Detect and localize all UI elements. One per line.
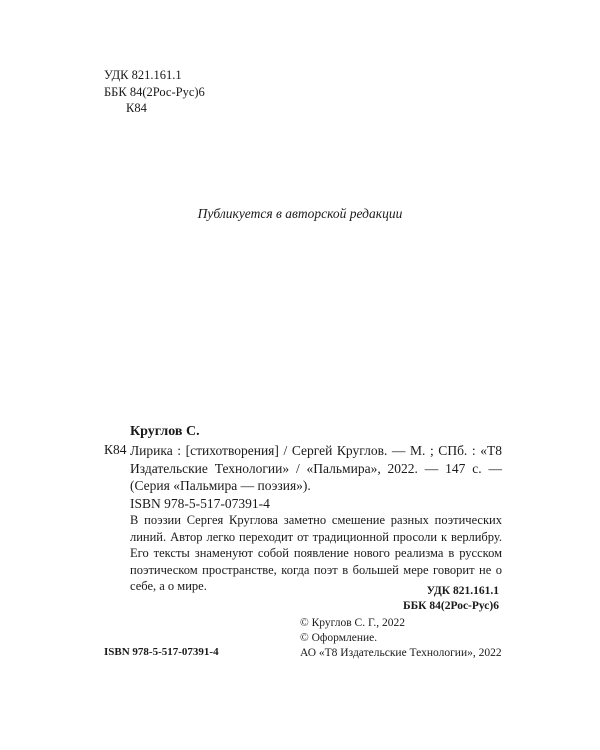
copyright-publisher: АО «Т8 Издательские Технологии», 2022: [300, 647, 502, 659]
bbk-code: ББК 84(2Рос-Рус)6: [104, 84, 205, 99]
author-sign: К84: [126, 101, 147, 115]
copyright-design: © Оформление.: [300, 632, 378, 644]
copyright-author: © Круглов С. Г., 2022: [300, 617, 405, 629]
editorial-notice: Публикуется в авторской редакции: [197, 206, 403, 221]
catalog-author: Круглов С.: [130, 424, 200, 439]
footer-isbn: ISBN 978-5-517-07391-4: [104, 646, 219, 658]
catalog-isbn: ISBN 978-5-517-07391-4: [130, 496, 270, 511]
udk-code: УДК 821.161.1: [104, 68, 182, 82]
catalog-bbk: ББК 84(2Рос-Рус)6: [402, 600, 499, 612]
catalog-udk: УДК 821.161.1: [426, 585, 499, 597]
classification-block: [104, 67, 205, 117]
copyright-block: [300, 616, 502, 661]
catalog-author-sign: К84: [104, 442, 127, 457]
catalog-classification: [130, 584, 499, 614]
annotation: В поэзии Сергея Круглова заметно смешение разных поэтических линий. Автор легко переходит от традиционной просоли к верлибру. Его тексты знаменуют собой появление нового реализма в русском поэтическом пространстве, когда поэт в большей мере говорит не о себе, а о мире.: [130, 513, 502, 593]
bibliographic-description: Лирика : [стихотворения] / Сергей Круглов. — М. ; СПб. : «Т8 Издательские Технологии» / «Пальмира», 2022. — 147 с. — (Серия «Пальмира — поэзия»).: [130, 443, 502, 493]
